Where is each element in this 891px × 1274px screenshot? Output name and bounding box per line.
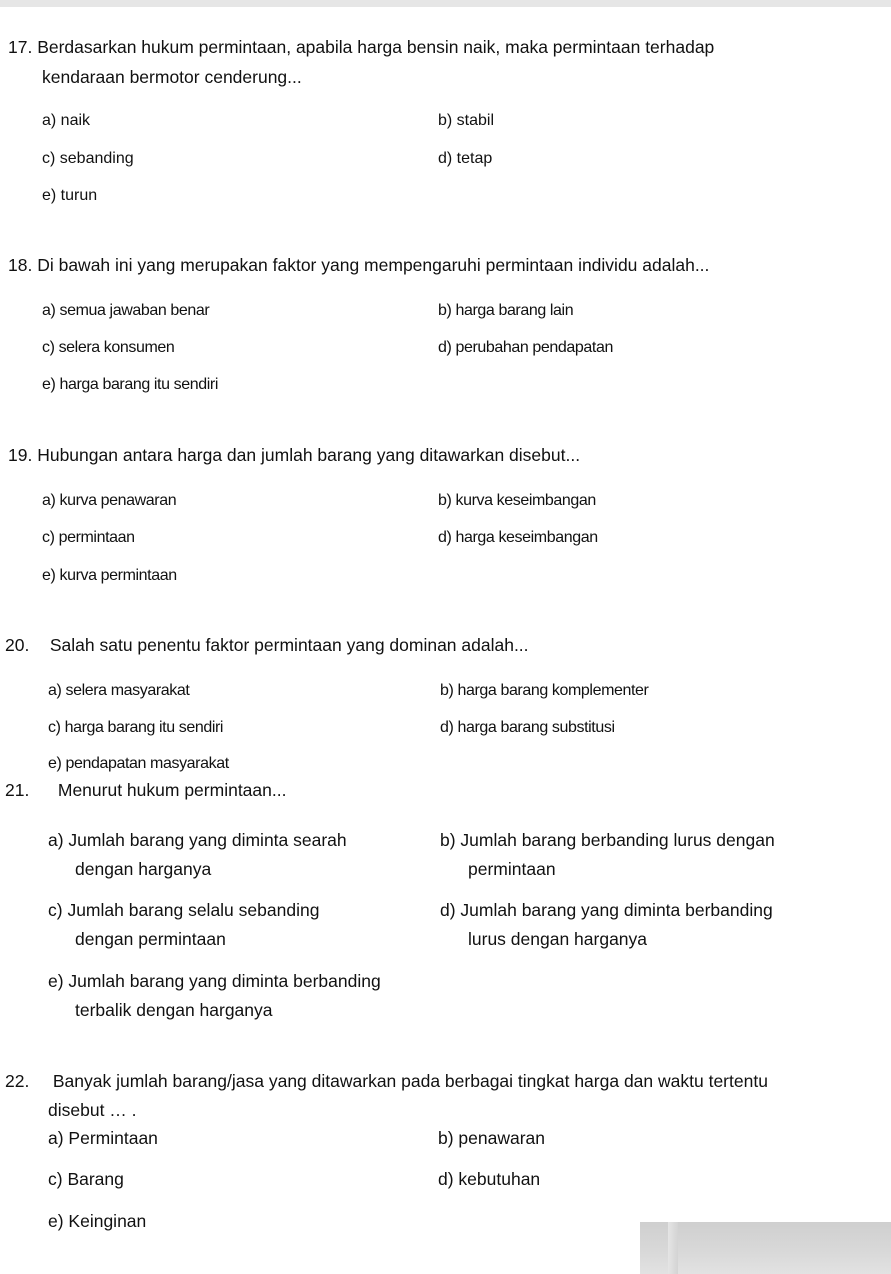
option-b[interactable]: b) harga barang lain (438, 302, 574, 319)
option-a[interactable]: a) naik (42, 112, 91, 129)
page-shadow (640, 1222, 891, 1274)
option-c[interactable]: c) selera konsumen (42, 339, 175, 356)
option-d-cont[interactable]: lurus dengan harganya (468, 929, 648, 949)
option-e[interactable]: e) Keinginan (48, 1211, 147, 1231)
question-21 (5, 775, 286, 805)
option-a-cont[interactable]: dengan harganya (75, 859, 212, 879)
option-c[interactable]: c) Barang (48, 1169, 124, 1189)
option-e[interactable]: e) Jumlah barang yang diminta berbanding (48, 971, 381, 991)
option-b[interactable]: b) kurva keseimbangan (438, 492, 596, 509)
option-a[interactable]: a) kurva penawaran (42, 492, 177, 509)
option-d[interactable]: d) kebutuhan (438, 1169, 541, 1189)
option-a[interactable]: a) selera masyarakat (48, 682, 190, 699)
option-e-cont[interactable]: terbalik dengan harganya (75, 1000, 273, 1020)
option-c[interactable]: c) sebanding (42, 150, 134, 167)
option-d[interactable]: d) harga keseimbangan (438, 529, 598, 546)
option-a[interactable]: a) Permintaan (48, 1128, 158, 1148)
question-22-line2: disebut … . (48, 1100, 137, 1120)
question-number: 18. (8, 255, 33, 275)
question-20 (5, 630, 529, 660)
question-number: 21. (5, 780, 30, 800)
option-b[interactable]: b) Jumlah barang berbanding lurus dengan (440, 830, 775, 850)
question-19 (8, 440, 580, 470)
question-number: 20. (5, 635, 30, 655)
option-b[interactable]: b) penawaran (438, 1128, 546, 1148)
option-d[interactable]: d) tetap (438, 150, 493, 167)
option-b[interactable]: b) stabil (438, 112, 495, 129)
option-e[interactable]: e) kurva permintaan (42, 567, 177, 584)
question-text: Hubungan antara harga dan jumlah barang yang ditawarkan disebut... (37, 445, 581, 465)
question-number: 17. (8, 37, 33, 57)
question-17-line2: kendaraan bermotor cenderung... (42, 67, 302, 87)
option-c[interactable]: c) harga barang itu sendiri (48, 719, 224, 736)
option-d[interactable]: d) harga barang substitusi (440, 719, 615, 736)
question-text: Salah satu penentu faktor permintaan yang dominan adalah... (49, 635, 529, 655)
question-text: Berdasarkan hukum permintaan, apabila harga bensin naik, maka permintaan terhadap (37, 37, 715, 57)
option-a[interactable]: a) Jumlah barang yang diminta searah (48, 830, 347, 850)
option-e[interactable]: e) harga barang itu sendiri (42, 376, 218, 393)
option-c[interactable]: c) permintaan (42, 529, 135, 546)
option-d[interactable]: d) Jumlah barang yang diminta berbanding (440, 900, 773, 920)
option-e[interactable]: e) pendapatan masyarakat (48, 755, 229, 772)
option-d[interactable]: d) perubahan pendapatan (438, 339, 613, 356)
top-edge (0, 0, 891, 7)
question-text: Menurut hukum permintaan... (57, 780, 287, 800)
option-c[interactable]: c) Jumlah barang selalu sebanding (48, 900, 320, 920)
option-c-cont[interactable]: dengan permintaan (75, 929, 226, 949)
question-22 (5, 1066, 768, 1096)
option-a[interactable]: a) semua jawaban benar (42, 302, 210, 319)
option-e[interactable]: e) turun (42, 187, 98, 204)
question-17 (8, 32, 714, 62)
question-18 (8, 250, 709, 280)
option-b[interactable]: b) harga barang komplementer (440, 682, 649, 699)
question-text: Di bawah ini yang merupakan faktor yang mempengaruhi permintaan individu adalah... (37, 255, 710, 275)
question-text: Banyak jumlah barang/jasa yang ditawarkan pada berbagai tingkat harga dan waktu tertentu (52, 1071, 768, 1091)
question-number: 19. (8, 445, 33, 465)
option-b-cont[interactable]: permintaan (468, 859, 556, 879)
question-number: 22. (5, 1071, 30, 1091)
